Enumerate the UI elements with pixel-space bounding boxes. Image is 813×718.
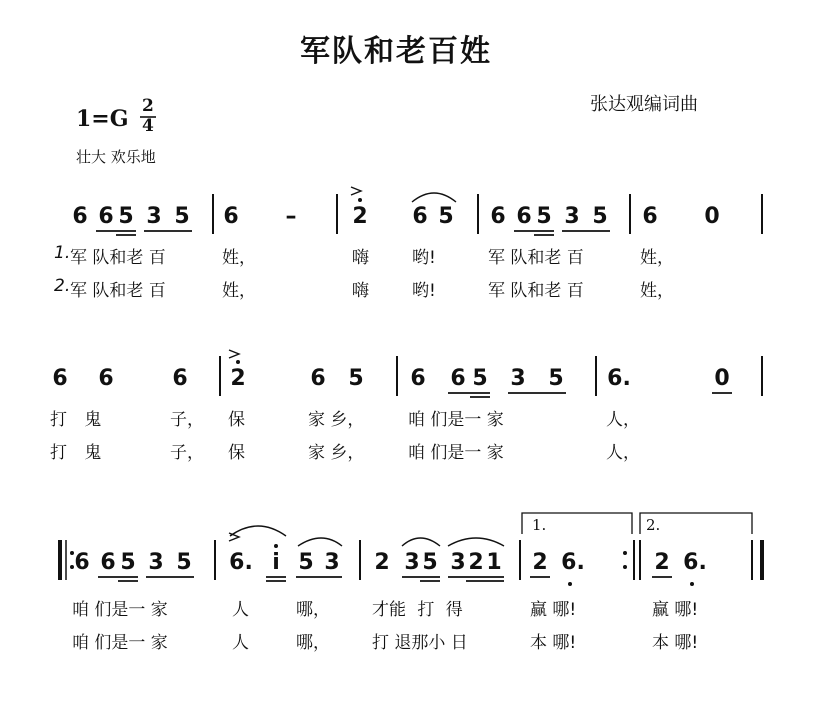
repeat-dot: [623, 565, 627, 569]
octave-dot: [358, 198, 362, 202]
note: 5: [422, 550, 438, 575]
note: 6: [98, 204, 114, 229]
volta-bracket-2: [640, 513, 752, 534]
lyric: 人: [232, 600, 249, 620]
note: 5: [298, 550, 314, 575]
note: 3: [324, 550, 340, 575]
note: 6: [412, 204, 428, 229]
octave-dot: [274, 544, 278, 548]
lyric: 军 队和老 百: [70, 248, 166, 268]
meter-top: 2: [142, 96, 154, 116]
lyric: 打 鬼: [50, 443, 102, 463]
note: 5: [592, 204, 608, 229]
note: 0: [704, 204, 720, 229]
note: 2: [352, 204, 368, 229]
repeat-dot: [70, 565, 74, 569]
note: 6: [490, 204, 506, 229]
lyric: 子，: [170, 410, 204, 430]
note: 3: [404, 550, 420, 575]
lyric: 保: [228, 410, 245, 430]
note: 6: [410, 366, 426, 391]
lyric: 哟!: [412, 248, 436, 268]
note: 6: [52, 366, 68, 391]
note: 5: [472, 366, 488, 391]
repeat-dot: [623, 551, 627, 555]
note: 5: [176, 550, 192, 575]
lyric: 军 队和老 百: [488, 248, 584, 268]
lyric: 咱 们是一 家: [72, 633, 168, 653]
octave-dot: [568, 582, 572, 586]
note-dash: –: [285, 204, 297, 229]
note: 5: [118, 204, 134, 229]
note: 6: [98, 366, 114, 391]
octave-dot: [236, 360, 240, 364]
lyric: 嗨: [352, 281, 369, 301]
lyric: 家 乡，: [308, 410, 365, 430]
note: 6: [310, 366, 326, 391]
lyric: 本 哪!: [652, 633, 699, 653]
note: 6: [74, 550, 90, 575]
note: 5: [438, 204, 454, 229]
note: 3: [564, 204, 580, 229]
note: 6: [100, 550, 116, 575]
lyric: 人: [232, 633, 249, 653]
lyric: 本 哪!: [530, 633, 577, 653]
note: 6.: [683, 550, 707, 575]
note: 6: [172, 366, 188, 391]
repeat-start-thick: [58, 540, 62, 580]
note: 2: [374, 550, 390, 575]
note: 5: [120, 550, 136, 575]
lyric: 赢 哪!: [530, 600, 577, 620]
lyric: 打 鬼: [50, 410, 102, 430]
accent-mark: [351, 187, 361, 195]
slur: [230, 526, 286, 536]
lyric: 姓，: [222, 281, 256, 301]
volta-bracket-1: [522, 513, 632, 534]
lyric: 姓，: [222, 248, 256, 268]
lyric: 嗨: [352, 248, 369, 268]
lyric: 军 队和老 百: [488, 281, 584, 301]
note: 2: [654, 550, 670, 575]
note: 6.: [229, 550, 253, 575]
lyric: 姓，: [640, 248, 674, 268]
lyric: 赢 哪!: [652, 600, 699, 620]
meter-bottom: 4: [142, 116, 154, 136]
note: 6: [72, 204, 88, 229]
note: 1: [486, 550, 502, 575]
lyric: 才能 打 得: [372, 600, 463, 620]
accent-mark: [229, 350, 239, 358]
note: 5: [174, 204, 190, 229]
lyric: 哪，: [296, 633, 330, 653]
slur: [412, 193, 456, 202]
lyric-verse-number: 1.: [54, 243, 71, 263]
song-title: 军队和老百姓: [300, 34, 492, 69]
lyric: 家 乡，: [308, 443, 365, 463]
lyric: 哪，: [296, 600, 330, 620]
accent-mark: [229, 533, 239, 541]
lyric: 姓，: [640, 281, 674, 301]
note: 6.: [607, 366, 631, 391]
lyric: 打 退那小 日: [372, 633, 468, 653]
note: 0: [714, 366, 730, 391]
lyric: 咱 们是一 家: [408, 410, 504, 430]
lyric: 咱 们是一 家: [72, 600, 168, 620]
lyric-verse-number: 2.: [54, 276, 71, 296]
note: 6: [450, 366, 466, 391]
lyric: 人，: [606, 443, 640, 463]
note: 3: [148, 550, 164, 575]
repeat-dot: [70, 551, 74, 555]
note: 5: [548, 366, 564, 391]
note: 2: [468, 550, 484, 575]
lyric: 人，: [606, 410, 640, 430]
note: 6.: [561, 550, 585, 575]
lyric: 哟!: [412, 281, 436, 301]
note: i: [272, 550, 280, 575]
note: 3: [510, 366, 526, 391]
final-barline-thick: [760, 540, 764, 580]
key-signature: 1=G: [76, 106, 129, 132]
volta-first-ending-label: 1.: [532, 516, 547, 534]
note: 5: [536, 204, 552, 229]
slur: [448, 538, 504, 546]
note: 6: [642, 204, 658, 229]
note: 6: [516, 204, 532, 229]
slur: [298, 538, 342, 546]
octave-dot: [690, 582, 694, 586]
slur: [402, 538, 440, 546]
tempo-marking: 壮大 欢乐地: [76, 148, 156, 166]
lyric: 军 队和老 百: [70, 281, 166, 301]
note: 6: [223, 204, 239, 229]
composer-credit: 张达观编词曲: [590, 94, 698, 115]
lyric: 子，: [170, 443, 204, 463]
note: 3: [450, 550, 466, 575]
lyric: 保: [228, 443, 245, 463]
note: 3: [146, 204, 162, 229]
note: 2: [532, 550, 548, 575]
note: 2: [230, 366, 246, 391]
lyric: 咱 们是一 家: [408, 443, 504, 463]
volta-second-ending-label: 2.: [646, 516, 661, 534]
note: 5: [348, 366, 364, 391]
